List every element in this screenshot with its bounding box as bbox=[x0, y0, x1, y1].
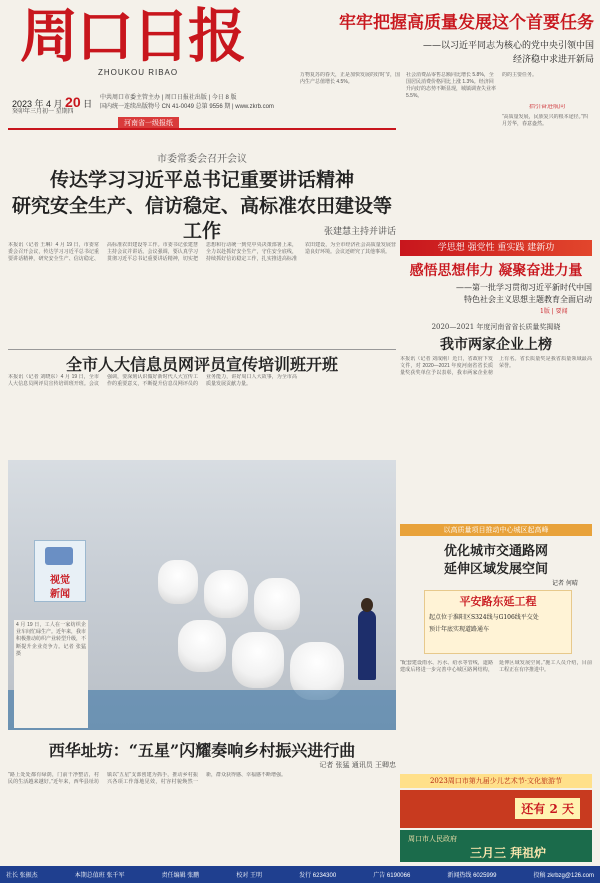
ancestor-worship-ad[interactable] bbox=[400, 830, 592, 862]
worker-head bbox=[361, 598, 373, 612]
camera-icon bbox=[45, 547, 73, 565]
right-snippet-body: “高质量发展，民族复兴的根本途径。”四月芳华，春意盎然。 bbox=[502, 114, 588, 127]
right-headline[interactable]: 感悟思想伟力 凝聚奋进力量 bbox=[409, 263, 583, 279]
third-headline[interactable]: 西华址坊：“五星”闪耀奏响乡村振兴进行曲 bbox=[48, 741, 356, 760]
lunar-date: 癸卯年三月初一 星期四 bbox=[12, 109, 74, 115]
divider-1 bbox=[8, 349, 396, 350]
paper-rank-ribbon: 河南省一级报纸 bbox=[118, 117, 179, 129]
third-byline: 记者 张猛 通讯员 王卿忠 bbox=[319, 761, 396, 769]
top-story-sub1: ——以习近平同志为核心的党中央引领中国 bbox=[422, 41, 594, 51]
footer-item: 校对 王明 bbox=[236, 873, 263, 879]
top-story-sub2: 经济稳中求进开新局 bbox=[512, 55, 594, 65]
yarn-spool bbox=[232, 632, 284, 688]
road-project-line1: 起点位于淮阳区S324线与G106线平交处 bbox=[429, 614, 539, 621]
footer-item: 发行 6234300 bbox=[299, 873, 337, 879]
quality-award-headline[interactable]: 我市两家企业上榜 bbox=[440, 337, 552, 353]
logo-english: ZHOUKOU RIBAO bbox=[98, 68, 179, 77]
yarn-spool bbox=[158, 560, 198, 604]
festival-ad[interactable] bbox=[400, 790, 592, 828]
lead-body: 本报讯（记者 王琳）4 月 19 日，市委常委会召开会议，传达学习习近平总书记重要讲话精神，研究安全生产、信访稳定、高标准农田建设等工作。市委书记张建慧主持会议并讲话。会议强调，要认真学习贯彻习近平总书记重要讲话精神，切实把思想和行动统一到党中央决策部署上来，全力以赴抓好安全生产，守住安全底线，持续抓好信访稳定工作，扎实推进高标准农田建设，为全市经济社会高质量发展营造良好环境。会议还研究了其他事项。 bbox=[8, 242, 396, 263]
second-headline[interactable]: 全市人大信息员网评员宣传培训班开班 bbox=[65, 355, 338, 374]
date-day: 20 bbox=[65, 94, 81, 110]
photo-caption: 4 月 19 日，工人在一家纺织企业车间忙碌生产。近年来，我市积极推动纺织产业转型升级，不断提升企业竞争力。记者 张猛 摄 bbox=[14, 620, 88, 728]
visual-news-tag bbox=[34, 540, 86, 602]
ad-title: 三月三 拜祖炉 bbox=[470, 846, 547, 860]
road-project-line2: 预计年底实现道路通车 bbox=[429, 626, 490, 633]
visual-tag-line2: 新闻 bbox=[50, 589, 70, 600]
newspaper-logo: 周口日报 bbox=[20, 2, 245, 70]
yarn-spool bbox=[204, 570, 248, 618]
top-story-headline[interactable]: 牢牢把握高质量发展这个首要任务 bbox=[339, 13, 594, 33]
footer-item: 新闻热线 6025999 bbox=[447, 873, 497, 879]
date-suffix: 日 bbox=[83, 99, 93, 109]
festival-ad-banner[interactable]: 2023周口市第九届少儿艺术节·文化旅游节 bbox=[400, 774, 592, 788]
road-project-card bbox=[424, 590, 572, 654]
third-body: “路上处处都有绿荫，门前干净整洁，村民的生活越来越好。”近年来，西华县址坊镇以“五星”支部创建为抓手，推动乡村振兴各项工作落地见效，村容村貌焕然一新，群众获得感、幸福感不断增强。 bbox=[8, 772, 287, 786]
page-footer bbox=[0, 866, 600, 883]
lead-headline-1[interactable]: 传达学习习近平总书记重要讲话精神 bbox=[49, 169, 354, 191]
visual-tag-line1: 视觉 bbox=[50, 575, 70, 586]
right-sub-1: ——第一批学习贯彻习近平新时代中国 bbox=[456, 283, 592, 292]
worker-figure bbox=[358, 610, 376, 680]
campaign-banner: 学思想 强党性 重实践 建新功 bbox=[400, 240, 592, 256]
footer-item: 社长 张振杰 bbox=[6, 873, 38, 879]
road-project-title: 平安路东延工程 bbox=[459, 595, 537, 608]
top-snippet-left: 万物复苏的春天，正是加快发展的好时节，国内生产总值增长 4.5%。 bbox=[300, 72, 400, 85]
traffic-byline: 记者 何晴 bbox=[552, 580, 578, 587]
second-body: 本报讯（记者 刘晓东）4 月 19 日，全市人大信息员网评员宣传培训班开班。会议强调，要深刻认识做好新时代人大宣传工作的重要意义，不断提升信息员网评员的业务能力，讲好周口人大故事，为全市高质量发展贡献力量。 bbox=[8, 374, 297, 388]
lead-kicker: 市委常委会召开会议 bbox=[157, 154, 247, 165]
top-snippet-mid: 社会消费品零售总额同比增长 5.8%，全国居民消费价格同比上涨 1.3%。经济回升向好的态势不断显现，城镇调查失业率 5.5%。 bbox=[406, 72, 496, 99]
yarn-spool bbox=[254, 578, 300, 630]
traffic-headline-a[interactable]: 优化城市交通路网 bbox=[443, 544, 548, 559]
meta-line-1: 中共周口市委主管主办 | 周口日报社出版 | 今日 8 版 bbox=[100, 95, 237, 101]
footer-item: 本期总值班 张千军 bbox=[74, 873, 125, 879]
traffic-headline-b[interactable]: 延伸区域发展空间 bbox=[443, 562, 548, 577]
countdown-badge: 还有 2 天 bbox=[515, 798, 580, 819]
footer-item: 广告 6190066 bbox=[373, 873, 411, 879]
lead-byline: 张建慧主持并讲话 bbox=[323, 227, 396, 237]
quality-award-body: 本报讯（记者 刘成刚）近日，省政府下发文件，对 2020—2021 年度河南省省长质量奖获奖单位予以表彰，我市两家企业榜上有名。省长质量奖是我省质量领域最高荣誉。 bbox=[400, 356, 592, 377]
date-prefix: 2023 年 4 月 bbox=[12, 99, 63, 109]
ad-org: 周口市人民政府 bbox=[408, 835, 457, 843]
project-banner: 以高质量项目推动中心城区起高峰 bbox=[400, 524, 592, 536]
kicker-label: 指引奋进航向 bbox=[528, 104, 565, 110]
quality-award-kicker: 2020—2021 年度河南省省长质量奖揭晓 bbox=[431, 323, 561, 331]
footer-item: 投稿 zkrbzg@126.com bbox=[533, 873, 594, 879]
yarn-spool bbox=[178, 620, 226, 672]
top-snippet-right: 的的主要任务。 bbox=[502, 72, 538, 78]
lead-headline-2[interactable]: 研究安全生产、信访稳定、高标准农田建设等工作 bbox=[11, 195, 392, 242]
meta-line-2: 国内统一连续出版物号 CN 41-0049 总第 9556 期 | www.zkrb.com bbox=[100, 104, 274, 110]
traffic-body: “配套建设雨水、污水、给水等管线，道路建成后将进一步完善中心城区路网结构，延伸区域发展空间。”施工人员介绍，目前工程正在有序推进中。 bbox=[400, 660, 592, 674]
right-sub-2: 特色社会主义思想主题教育全面启动 bbox=[464, 295, 592, 304]
right-page-tag: 1版 | 要闻 bbox=[540, 308, 568, 315]
masthead-rule bbox=[8, 128, 396, 130]
footer-item: 责任编辑 张鹏 bbox=[161, 873, 200, 879]
